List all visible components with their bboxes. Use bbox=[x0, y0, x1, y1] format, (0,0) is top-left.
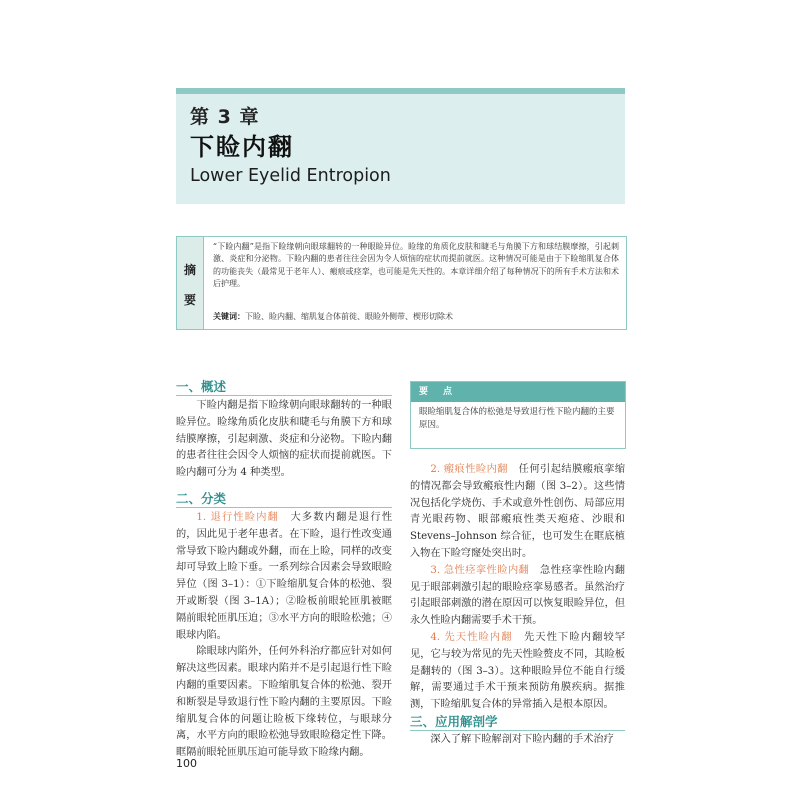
abstract-label-column bbox=[177, 237, 204, 329]
subheading-spastic: 3. 急性痉挛性睑内翻 bbox=[430, 564, 530, 576]
involutional-text: 大多数内翻是退行性的，因此见于老年患者。在下睑，退行性改变通常导致下睑内翻或外翻，而在上睑，同样的改变却可导致上睑下垂。一系列综合因素会导致眼睑异位（图 3–1）：①下睑缩肌复合体的松弛、裂开或断裂（图 3–1A）；②睑板前眼轮匝肌被眶隔前眼轮匝肌压迫；③水平方向的眼睑松弛；④眼球内陷。 bbox=[176, 512, 393, 641]
anatomy-paragraph bbox=[410, 732, 625, 749]
keywords-line bbox=[213, 311, 619, 322]
abstract-label-top: 摘 bbox=[184, 263, 197, 277]
congenital-paragraph bbox=[410, 630, 625, 714]
abstract-box bbox=[176, 236, 627, 330]
keywords-label: 关键词： bbox=[213, 312, 245, 321]
key-points-text: 眼睑缩肌复合体的松弛是导致退行性下睑内翻的主要原因。 bbox=[419, 407, 615, 430]
key-points-box bbox=[410, 381, 626, 449]
classification-paragraph-2: 除眼球内陷外，任何外科治疗都应针对如何解决这些因素。眼球内陷并不是引起退行性下睑内翻的重要因素。下睑缩肌复合体的松弛、裂开和断裂是导致退行性下睑内翻的主要原因。下睑缩肌复合体的问题让睑板下缘转位，与眼球分离，水平方向的眼睑松弛导致眼睑稳定性下降。眶隔前眼轮匝肌压迫可能导致下睑缘内翻。 bbox=[176, 646, 392, 759]
spastic-paragraph bbox=[410, 563, 625, 630]
classification-body bbox=[176, 510, 392, 762]
abstract-text: “下睑内翻”是指下睑缘朝向眼球翻转的一种眼睑异位。睑缘的角质化皮肤和睫毛与角膜下方和球结膜摩擦，引起刺激、炎症和分泌物。下睑内翻的患者往往会因为令人烦恼的症状而提前就医。这种情况可能是由于下睑缩肌复合体的功能丧失（最常见于老年人）、瘢痕或痉挛，也可能是先天性的。本章详细介绍了每种情况下的所有手术方法和术后护理。 bbox=[213, 242, 619, 289]
chapter-number: 第 3 章 bbox=[190, 106, 260, 128]
cicatricial-text: 任何引起结膜瘢痕挛缩的情况都会导致瘢痕性内翻（图 3–2）。这些情况包括化学烧伤、手术或意外性创伤、局部应用青光眼药物、眼部瘢痕性类天疱疮、沙眼和 Stevens–Johnson 综合征，也可发生在眶底植入物在下睑穹窿处突出时。 bbox=[410, 464, 626, 559]
keywords-text: 下睑、睑内翻、缩肌复合体前徙、眼睑外侧带、楔形切除术 bbox=[245, 312, 453, 321]
page-number: 100 bbox=[176, 757, 197, 770]
subheading-congenital: 4. 先天性睑内翻 bbox=[430, 631, 513, 643]
chapter-title-chinese: 下睑内翻 bbox=[190, 133, 294, 161]
section-divider bbox=[176, 395, 392, 396]
key-points-heading: 要 点 bbox=[411, 382, 625, 402]
section-heading-anatomy: 三、应用解剖学 bbox=[410, 714, 498, 729]
overview-text: 下睑内翻是指下睑缘朝向眼球翻转的一种眼睑异位。睑缘角质化皮肤和睫毛与角膜下方和球结膜摩擦，引起刺激、炎症和分泌物。下睑内翻的患者往往会因令人烦恼的症状而提前就医。下睑内翻可分为 4 种类型。 bbox=[176, 400, 392, 479]
section-divider bbox=[410, 730, 625, 731]
anatomy-text: 深入了解下睑解剖对下睑内翻的手术治疗 bbox=[430, 734, 614, 745]
congenital-text: 先天性下睑内翻较罕见，它与较为常见的先天性睑赘皮不同，其睑板是翻转的（图 3–3）。这种眼睑异位不能自行缓解，需要通过手术干预来预防角膜疾病。据推测，下睑缩肌复合体的异常插入是根本原因。 bbox=[410, 631, 626, 711]
subheading-involutional: 1. 退行性睑内翻 bbox=[196, 512, 280, 523]
overview-paragraph bbox=[176, 398, 392, 482]
subheading-cicatricial: 2. 瘢痕性睑内翻 bbox=[430, 464, 508, 475]
classification-paragraph-1 bbox=[176, 510, 392, 644]
abstract-label-bottom: 要 bbox=[184, 293, 197, 307]
spastic-text: 急性痉挛性睑内翻见于眼部刺激引起的眼睑痉挛易感者。虽然治疗引起眼部刺激的潜在原因可以恢复眼睑异位，但永久性睑内翻需要手术干预。 bbox=[410, 564, 625, 627]
section-heading-classification: 二、分类 bbox=[176, 491, 227, 506]
chapter-title-english: Lower Eyelid Entropion bbox=[190, 166, 391, 186]
section-divider bbox=[176, 507, 392, 508]
right-column-body bbox=[410, 462, 625, 714]
cicatricial-paragraph bbox=[410, 462, 625, 563]
section-heading-overview: 一、概述 bbox=[176, 379, 227, 394]
